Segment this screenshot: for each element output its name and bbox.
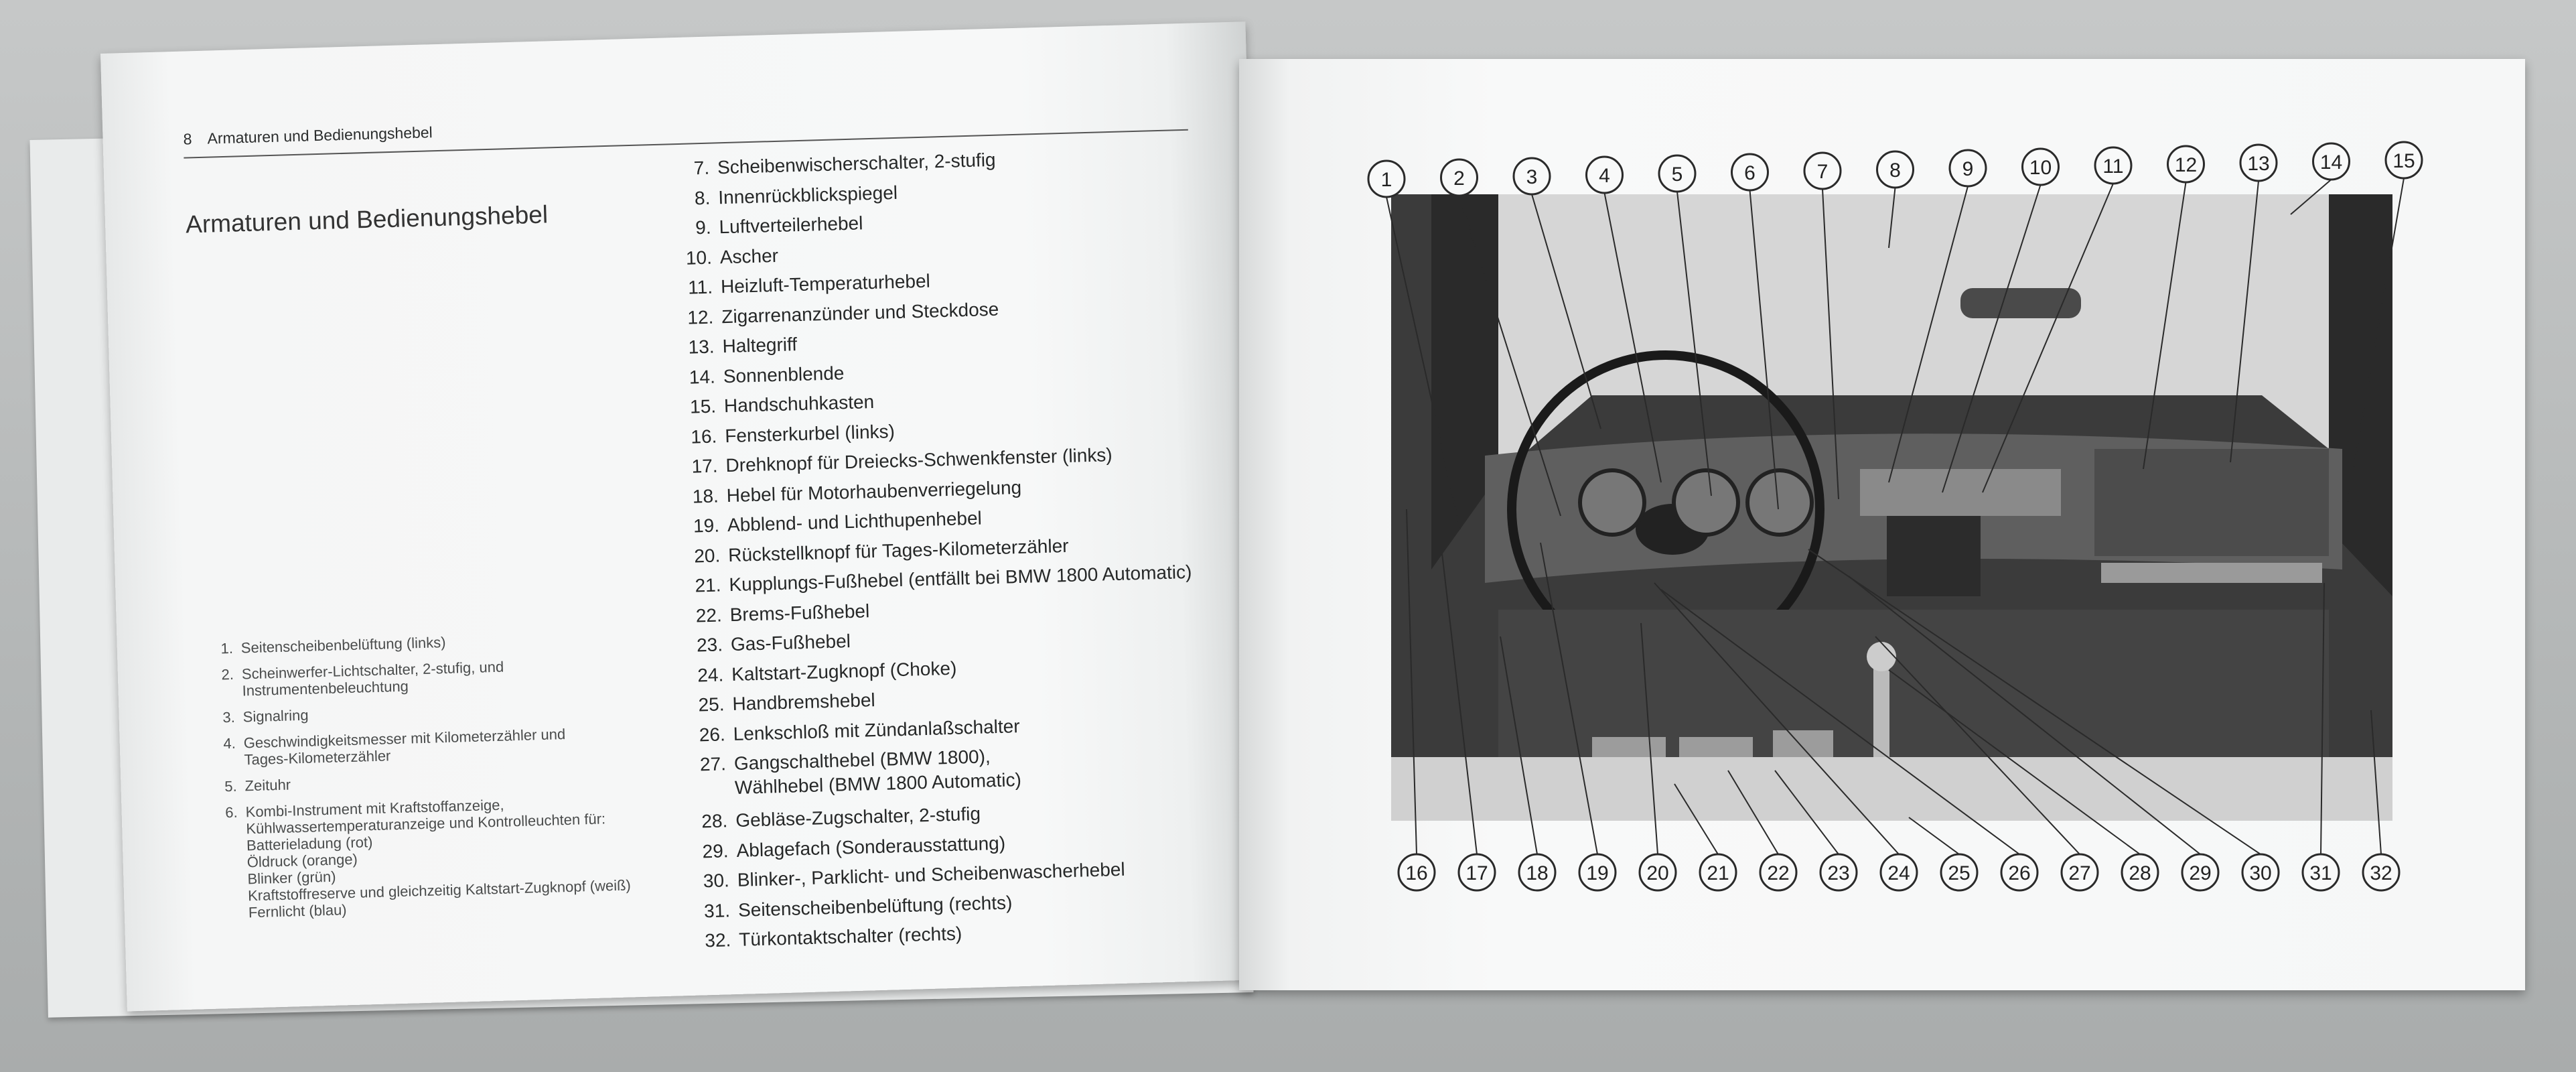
leader-line: [1605, 193, 1662, 482]
legend-number: 11.: [687, 276, 713, 298]
legend-number: 12.: [687, 306, 714, 328]
callout-number: 16: [1405, 862, 1428, 884]
legend-number: 16.: [690, 425, 717, 448]
legend-number: 18.: [692, 484, 719, 507]
leader-line: [1942, 185, 2041, 492]
callout-bottom-9: [1881, 854, 1917, 890]
leader-line: [1983, 184, 2113, 492]
callout-number: 27: [2068, 862, 2091, 884]
legend-text: Kupplungs-Fußhebel (entfällt bei BMW 1800 Automatic): [729, 561, 1192, 596]
legend-text: Gebläse-Zugschalter, 2-stufig: [735, 803, 981, 831]
legend-text: Geschwindigkeitsmesser mit Kilometerzähler und Tages-Kilometerzähler: [243, 726, 566, 768]
legend-number: 4.: [223, 734, 236, 752]
callout-top-14: [2313, 143, 2350, 180]
callout-number: 31: [2309, 862, 2332, 884]
legend-text: Rückstellknopf für Tages-Kilometerzähler: [727, 535, 1069, 565]
callout-top-4: [1587, 157, 1623, 193]
legend-text: Abblend- und Lichthupenhebel: [727, 507, 983, 536]
callout-number: 14: [2319, 151, 2343, 174]
legend-text: Drehknopf für Dreiecks-Schwenkfenster (links): [725, 444, 1113, 476]
leader-line: [1849, 576, 2200, 854]
callout-bottom-13: [2122, 854, 2158, 890]
callout-number: 24: [1887, 862, 1910, 884]
callout-bottom-5: [1640, 854, 1676, 890]
legend-number: 29.: [702, 840, 729, 862]
leader-line: [1889, 670, 2140, 854]
legend-number: 24.: [697, 663, 724, 685]
legend-number: 31.: [703, 899, 731, 921]
legend-number: 26.: [699, 723, 726, 745]
callout-number: 12: [2174, 154, 2198, 176]
legend-text: Heizluft-Temperaturhebel: [720, 270, 931, 297]
callout-bottom-1: [1399, 854, 1435, 890]
legend-text: Ascher: [719, 245, 779, 267]
legend-number: 14.: [689, 366, 716, 388]
legend-text: Fensterkurbel (links): [724, 420, 896, 446]
callout-number: 29: [2189, 862, 2212, 884]
callout-top-13: [2240, 145, 2277, 181]
leader-line: [2344, 178, 2404, 523]
callout-number: 25: [1948, 862, 1971, 884]
leader-line: [1728, 770, 1778, 854]
callout-number: 19: [1586, 862, 1609, 884]
callout-number: 9: [1962, 158, 1974, 180]
leader-line: [1386, 197, 1460, 529]
legend-number: 32.: [704, 929, 731, 951]
leader-line: [1440, 536, 1477, 854]
legend-number: 25.: [698, 693, 725, 716]
legend-text: Haltegriff: [722, 334, 798, 357]
legend-number: 27.: [699, 753, 727, 775]
callout-number: 15: [2392, 150, 2415, 172]
legend-text: Hebel für Motorhaubenverriegelung: [726, 476, 1022, 506]
legend-number: 9.: [695, 216, 712, 239]
legend-number: 20.: [693, 544, 721, 567]
callout-top-1: [1368, 161, 1405, 197]
legend-number: 30.: [703, 870, 730, 892]
leader-line: [2230, 181, 2259, 462]
legend-text: Handbremshebel: [732, 689, 876, 715]
callout-number: 20: [1646, 862, 1669, 884]
callout-number: 2: [1453, 168, 1465, 190]
legend-number: 7.: [693, 157, 710, 179]
leader-line: [2291, 180, 2332, 214]
leader-line: [1889, 186, 1968, 482]
callout-number: 18: [1526, 862, 1549, 884]
leader-line: [1541, 543, 1597, 854]
callout-number: 30: [2249, 862, 2272, 884]
callout-bottom-6: [1700, 854, 1736, 890]
legend-number: 23.: [696, 634, 723, 656]
callout-bottom-15: [2242, 854, 2279, 890]
section-title: Armaturen und Bedienungshebel: [185, 200, 549, 239]
callout-bottom-2: [1459, 854, 1495, 890]
legend-text: Signalring: [242, 706, 309, 726]
callout-number: 32: [2370, 862, 2392, 884]
callout-number: 7: [1816, 161, 1829, 183]
callout-number: 21: [1707, 862, 1729, 884]
leader-line: [1889, 188, 1895, 248]
legend-number: 3.: [222, 708, 236, 726]
legend-number: 28.: [701, 810, 728, 832]
callout-number: 10: [2029, 157, 2052, 179]
legend-text: Brems-Fußhebel: [729, 600, 870, 625]
callout-top-6: [1732, 154, 1768, 190]
legend-number: 21.: [695, 574, 721, 596]
legend-number: 5.: [224, 777, 237, 795]
legend-text: Handschuhkasten: [723, 391, 875, 417]
callout-bottom-8: [1820, 854, 1857, 890]
legend-number: 2.: [221, 665, 234, 683]
legend-text: Kombi-Instrument mit Kraftstoffanzeige, Kühlwassertemperaturanzeige und Kontrolleuchten für: Batterieladung (rot) Öldruck (orange) Blinker (grün) Kraftstoffreserve und gleichzeitig Kaltstart-Zugknopf (weiß) Fernlicht (blau): [245, 796, 632, 921]
running-title: Armaturen und Bedienungshebel: [207, 123, 433, 147]
legend-number: 15.: [689, 395, 717, 417]
leader-line: [1674, 784, 1718, 854]
legend-text: Gangschalthebel (BMW 1800), Wählhebel (BMW 1800 Automatic): [733, 746, 1022, 798]
callout-top-12: [2168, 146, 2204, 182]
callout-number: 22: [1767, 862, 1790, 884]
callout-bottom-14: [2182, 854, 2218, 890]
callout-number: 23: [1827, 862, 1850, 884]
callout-number: 11: [2102, 155, 2124, 178]
legend-number: 6.: [224, 803, 238, 821]
leader-line: [1775, 770, 1839, 854]
leader-line: [2143, 182, 2186, 469]
callout-number: 5: [1671, 163, 1683, 186]
callout-bottom-16: [2303, 854, 2339, 890]
legend-number: 22.: [695, 604, 723, 626]
leader-line: [1822, 189, 1839, 499]
callout-number: 8: [1889, 159, 1901, 182]
leader-line: [1677, 192, 1711, 496]
legend-text: Zeituhr: [244, 776, 291, 795]
callout-top-15: [2386, 142, 2422, 178]
callout-bottom-11: [2001, 854, 2037, 890]
legend-text: Seitenscheibenbelüftung (rechts): [737, 891, 1013, 921]
callout-number: 3: [1526, 166, 1538, 188]
page-number: 8: [183, 130, 192, 148]
callout-bottom-17: [2363, 854, 2399, 890]
leader-line: [1750, 190, 1779, 509]
callout-top-5: [1659, 155, 1695, 192]
leader-line: [2321, 583, 2324, 854]
leader-line: [1500, 636, 1537, 854]
callout-top-2: [1441, 159, 1478, 196]
legend-number: 1.: [220, 639, 234, 657]
callout-top-10: [2023, 149, 2059, 185]
leader-line: [1532, 194, 1601, 429]
callout-top-11: [2095, 147, 2131, 184]
legend-number: 17.: [691, 455, 718, 477]
callout-number: 17: [1465, 862, 1488, 884]
leader-line: [1661, 590, 2019, 854]
legend-text: Luftverteilerhebel: [719, 212, 863, 238]
callout-top-8: [1877, 151, 1914, 188]
callout-bottom-12: [2062, 854, 2098, 890]
legend-text: Scheibenwischerschalter, 2-stufig: [717, 149, 996, 178]
callout-number: 4: [1599, 165, 1610, 187]
legend-number: 8.: [694, 187, 711, 208]
callout-top-9: [1950, 150, 1986, 186]
legend-number: 13.: [688, 336, 715, 358]
legend-text: Lenkschloß mit Zündanlaßschalter: [733, 715, 1020, 744]
legend-number: 19.: [693, 515, 720, 537]
legend-text: Ablagefach (Sonderausstattung): [736, 832, 1006, 861]
callout-bottom-10: [1941, 854, 1977, 890]
legend-text: Innenrückblickspiegel: [717, 182, 898, 208]
leader-line: [1909, 817, 1959, 854]
callout-number: 6: [1744, 162, 1756, 184]
leader-line: [1808, 549, 2261, 854]
callout-number: 1: [1380, 169, 1392, 191]
legend-text: Türkontaktschalter (rechts): [738, 923, 962, 950]
callout-number: 28: [2129, 862, 2151, 884]
legend-text: Scheinwerfer-Lichtschalter, 2-stufig, und Instrumentenbeleuchtung: [241, 658, 504, 699]
callout-number: 13: [2247, 153, 2270, 175]
leader-line: [1654, 583, 1899, 854]
leader-line: [1407, 509, 1417, 854]
legend-text: Gas-Fußhebel: [730, 630, 851, 655]
callout-top-7: [1804, 153, 1841, 189]
legend-text: Sonnenblende: [723, 362, 845, 387]
callout-bottom-3: [1519, 854, 1555, 890]
legend-text: Kaltstart-Zugknopf (Choke): [731, 657, 957, 685]
leader-line: [2371, 710, 2381, 854]
legend-text: Seitenscheibenbelüftung (links): [240, 633, 446, 657]
callout-top-3: [1514, 158, 1550, 194]
leader-line: [1459, 196, 1561, 516]
leader-line: [1875, 636, 2080, 854]
callout-bottom-4: [1579, 854, 1616, 890]
callout-bottom-7: [1760, 854, 1796, 890]
legend-text: Zigarrenanzünder und Steckdose: [721, 298, 999, 327]
leader-line: [1641, 623, 1658, 854]
legend-text: Blinker-, Parklicht- und Scheibenwascherhebel: [737, 858, 1125, 890]
callout-number: 26: [2008, 862, 2031, 884]
legend-number: 10.: [685, 247, 713, 269]
